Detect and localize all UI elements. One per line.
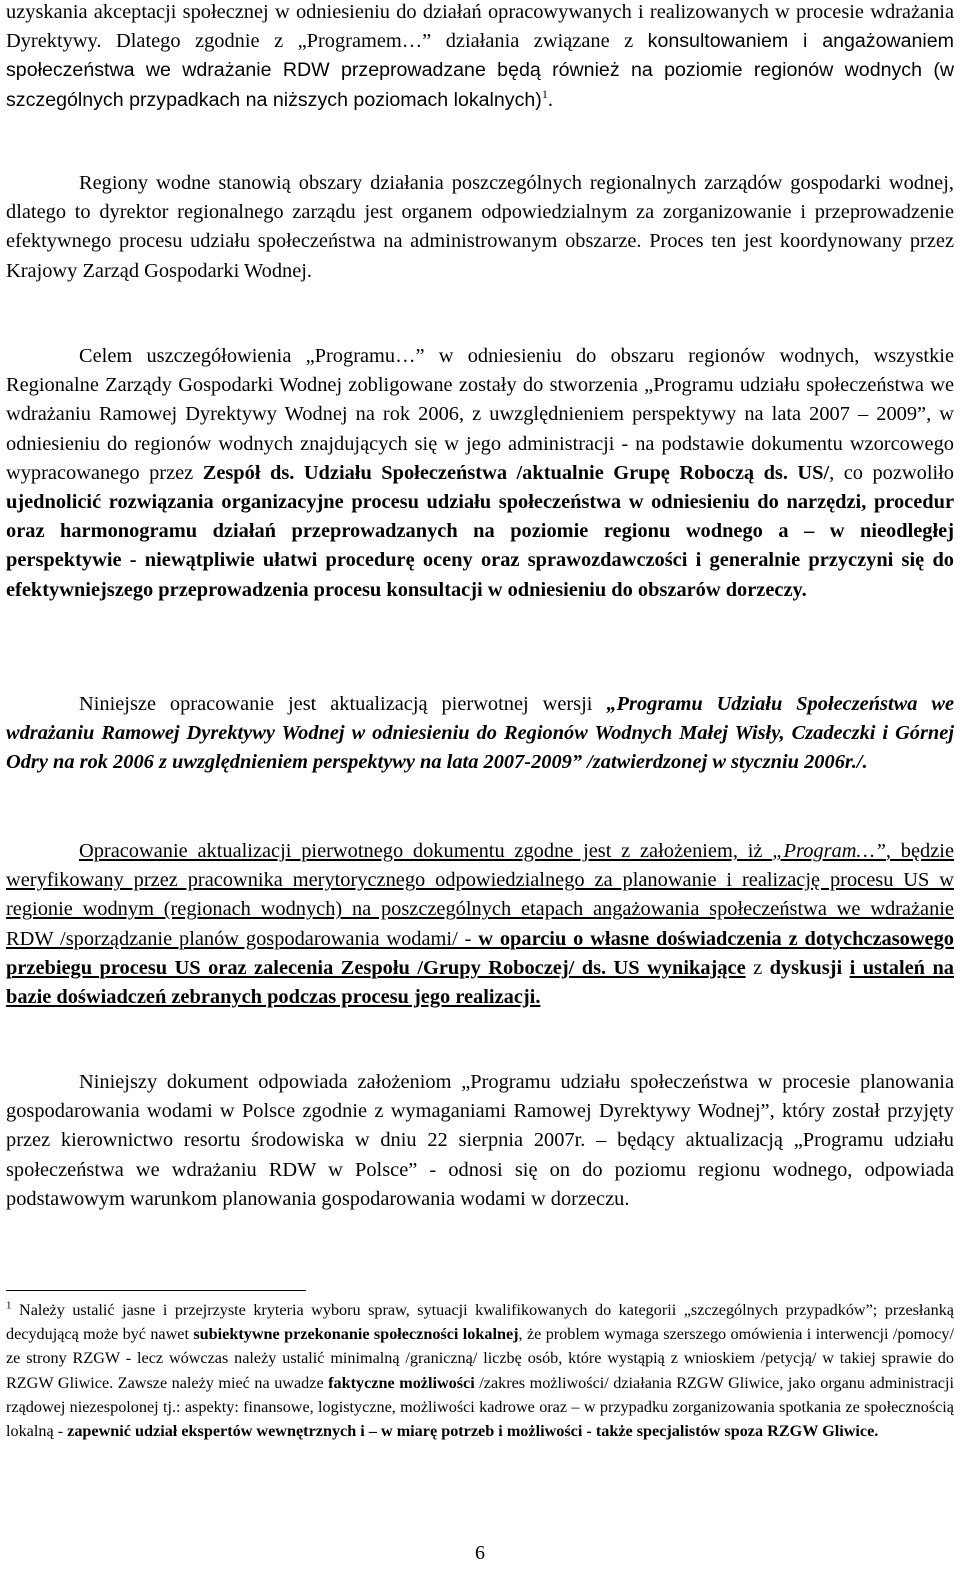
footnote-reference[interactable]: 1 — [541, 86, 548, 101]
footnote-bold-1: subiektywne przekonanie społeczności lokalnej — [193, 1325, 519, 1344]
footnote-text-3: /zakres możliwości/ działania RZGW Gliwice, jako organu administracji rządowej niezespolonej tj.: aspekty: finansowe, logistyczne, możliwości kadrowe oraz – w przypadku zorganizowania spotkania ze społecznością lokalną - — [6, 1373, 954, 1441]
program-detail-text: Celem uszczegółowienia „Programu…” w odniesieniu do obszaru regionów wodnych, wszystkie Regionalne Zarządy Gospodarki Wodnej zobligowane zostały do stworzenia „Programu udziału społeczeństwa we wdrażaniu Ramowej Dyrektywy Wodnej na rok 2006, z uwzględnieniem perspektywy na lata 2007 – 2009”, w odniesieniu do regionów wodnych znajdujących się w jego administracji - na podstawie dokumentu wzorcowego wypracowanego przez — [6, 345, 954, 484]
verification-text-3: z — [745, 956, 770, 979]
page-number: 6 — [475, 1542, 485, 1564]
program-detail-bold-team: Zespół ds. Udziału Społeczeństwa /aktualnie Grupę Roboczą ds. US/ — [202, 461, 830, 484]
footnote-separator — [6, 1290, 306, 1291]
program-detail-text-2: , co pozwoliło — [829, 461, 955, 484]
intro-sans-text: konsultowaniem i angażowaniem społeczeństwa we wdrażanie RDW przeprowadzane będą również na poziomie regionów wodnych (w szczególnych przypadkach na niższych poziomach lokalnych) — [6, 30, 954, 111]
regions-text: Regiony wodne stanowią obszary działania poszczególnych regionalnych zarządów gospodarki wodnej, dlatego to dyrektor regionalnego zarządu jest organem odpowiedzialnym za zorganizowanie i przeprowadzenie efektywnego procesu udziału społeczeństwa na administrowanym obszarze. Proces ten jest koordynowany przez Krajowy Zarząd Gospodarki Wodnej. — [6, 172, 954, 282]
verification-bold-experience: w oparciu o własne doświadczenia z dotychczasowego przebiegu procesu US oraz zalecenia Zespołu /Grupy Roboczej/ ds. US wynikające — [6, 927, 954, 979]
footnote-text-2: , że problem wymaga szerszego omówienia i interwencji /pomocy/ ze strony RZGW - lecz wówczas należy ustalić minimalną /graniczną/ liczbę osób, które wystąpią z wnioskiem /petycją/ w takiej sprawie do RZGW Gliwice. Zawsze należy mieć na uwadze — [6, 1325, 955, 1392]
intro-text: uzyskania akceptacji społecznej w odniesieniu do działań opracowywanych i realizowanych w procesie wdrażania Dyrektywy. Dlatego zgodnie z „Programem…” działania związane z — [6, 1, 954, 53]
paragraph-intro — [6, 0, 954, 115]
verification-text: Opracowanie aktualizacji pierwotnego dokumentu zgodne jest z założeniem, iż — [79, 840, 773, 862]
paragraph-regions — [6, 169, 954, 286]
paragraph-update — [6, 690, 954, 778]
compliance-text: Niniejszy dokument odpowiada założeniom „Programu udziału społeczeństwa w procesie planowania gospodarowania wodami w Polsce zgodnie z wymaganiami Ramowej Dyrektywy Wodnej”, który został przyjęty przez kierownictwo resortu środowiska w dniu 22 sierpnia 2007r. – będący aktualizacją „Programu udziału społeczeństwa we wdrażaniu RDW w Polsce” - odnosi się on do poziomu regionu wodnego, odpowiada podstawowym warunkom planowania gospodarowania wodami w dorzeczu. — [6, 1071, 954, 1210]
update-program-title: „Programu Udziału Społeczeństwa we wdrażaniu Ramowej Dyrektywy Wodnej w odniesieniu do Regionów Wodnych Małej Wisły, Czadeczki i Górnej Odry na rok 2006 z uwzględnieniem perspektywy na lata 2007-2009” /zatwierdzonej w styczniu 2006r./. — [6, 693, 954, 774]
verification-bold-findings: i ustaleń na bazie doświadczeń zebranych podczas procesu jego realizacji. — [6, 956, 954, 1009]
program-detail-bold-unify: ujednolicić rozwiązania organizacyjne procesu udziału społeczeństwa w odniesieniu do narzędzi, procedur oraz harmonogramu działań przeprowadzanych na poziomie regionu wodnego a – w nieodległej perspektywie - niewątpliwie ułatwi procedurę oceny oraz sprawozdawczości i generalnie przyczyni się do efektywniejszego przeprowadzenia procesu konsultacji w odniesieniu do obszarów dorzeczy. — [6, 491, 954, 601]
footnote-bold-2: faktyczne możliwości — [328, 1373, 475, 1392]
verification-text-2: , będzie weryfikowany przez pracownika merytorycznego odpowiedzialnego za planowanie i realizację procesu US w regionie wodnym (regionach wodnych) na poszczególnych etapach angażowania społeczeństwa we wdrażanie RDW /sporządzanie planów gospodarowania wodami/ - — [6, 840, 955, 950]
footnote — [6, 1298, 954, 1443]
verification-bold-discussion: dyskusji — [769, 956, 850, 979]
paragraph-program-detail — [6, 342, 954, 605]
footnote-bold-3: zapewnić udział ekspertów wewnętrznych i – w miarę potrzeb i możliwości - także specjalistów spoza RZGW Gliwice. — [67, 1422, 879, 1441]
paragraph-compliance — [6, 1068, 954, 1214]
footnote-number: 1 — [6, 1299, 12, 1312]
footnote-text: Należy ustalić jasne i przejrzyste kryteria wyboru spraw, sytuacji kwalifikowanych do kategorii „szczególnych przypadków”; przesłanką decydującą może być nawet — [6, 1301, 954, 1344]
intro-end: . — [547, 88, 553, 111]
update-text: Niniejsze opracowanie jest aktualizacją pierwotnej wersji — [79, 693, 607, 715]
paragraph-verification — [6, 837, 954, 1012]
verification-program: „Program…” — [772, 840, 886, 862]
